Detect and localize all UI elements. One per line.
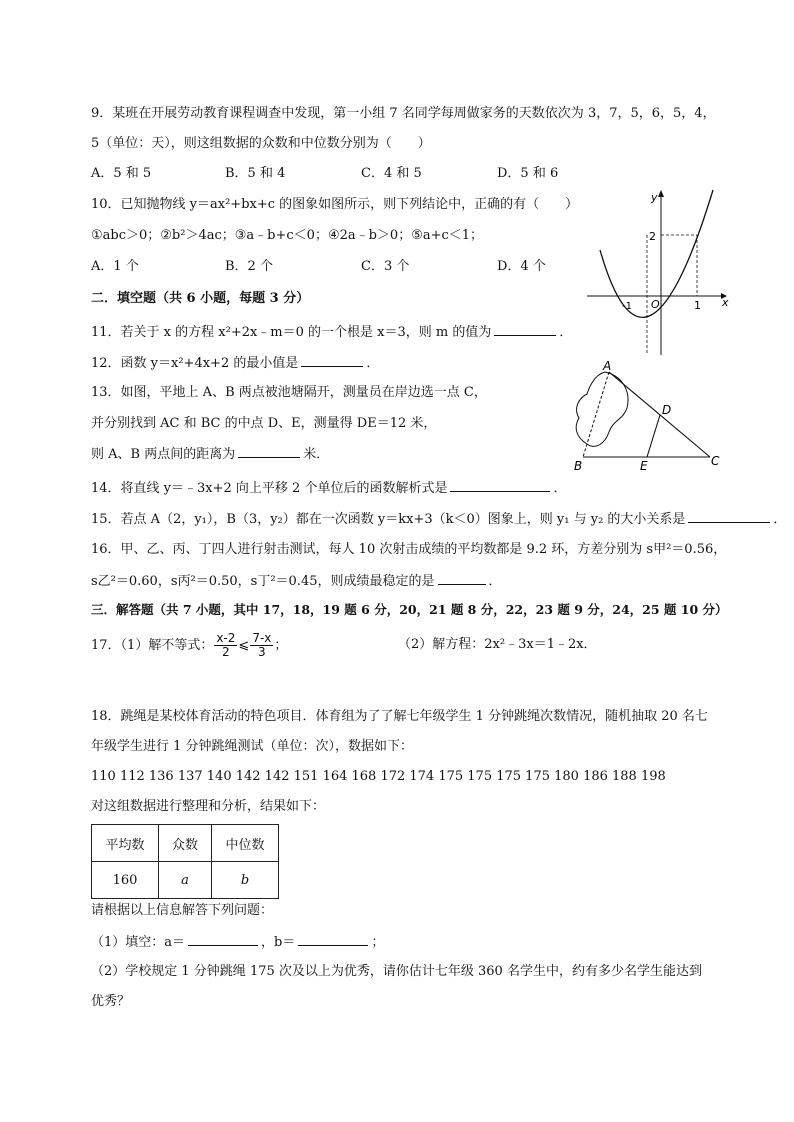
segment-ab bbox=[583, 372, 609, 457]
graph-label-y: y bbox=[651, 191, 658, 204]
q16-end: ． bbox=[488, 574, 502, 589]
q13-line3 bbox=[91, 445, 329, 464]
q18-part2-line2: 优秀？ bbox=[91, 994, 131, 1009]
q11-end: ． bbox=[559, 325, 573, 340]
point-label-a: A bbox=[603, 360, 612, 373]
stats-table bbox=[91, 824, 279, 899]
q9-line1: 9．某班在开展劳动教育课程调查中发现，第一小组 7 名同学每周做家务的天数依次为 3，7，5，6，5，4， bbox=[91, 106, 716, 121]
q13-end: 米． bbox=[303, 447, 330, 462]
q16-answer-blank bbox=[438, 572, 486, 585]
q18-data: 110 112 136 137 140 142 142 151 164 168 172 174 175 175 175 175 180 186 188 198 bbox=[91, 769, 666, 784]
inequality-sign: ⩽ bbox=[238, 638, 250, 653]
segment-ac bbox=[609, 372, 710, 457]
q13-line2: 并分别找到 AC 和 BC 的中点 D、E，测量得 DE＝12 米， bbox=[91, 416, 437, 431]
q9-option-c: C．4 和 5 bbox=[361, 166, 422, 181]
q10-option-b: B．2 个 bbox=[225, 259, 273, 274]
q10-option-d: D．4 个 bbox=[497, 259, 546, 274]
q12 bbox=[91, 354, 379, 373]
q14 bbox=[91, 479, 566, 498]
q15-end: ． bbox=[773, 512, 787, 527]
q12-answer-blank bbox=[301, 354, 363, 367]
parabola-graph bbox=[585, 185, 735, 360]
q18-part1 bbox=[91, 933, 384, 952]
header-mode: 众数 bbox=[159, 825, 212, 862]
q13-text: 则 A、B 两点间的距离为 bbox=[91, 447, 236, 462]
pond-outline bbox=[576, 372, 628, 446]
section-3-heading: 三．解答题（共 7 小题，其中 17，18，19 题 6 分，20，21 题 8 分，22，23 题 9 分，24，25 题 10 分） bbox=[91, 602, 728, 617]
q16-line2 bbox=[91, 572, 502, 591]
q10-line2: ①abc＞0；②b²＞4ac；③a﹣b+c＜0；④2a﹣b＞0；⑤a+c＜1； bbox=[91, 228, 484, 243]
q14-text: 14．将直线 y＝﹣3x+2 向上平移 2 个单位后的函数解析式是 bbox=[91, 481, 448, 496]
q9-option-a: A．5 和 5 bbox=[91, 166, 152, 181]
q15-answer-blank bbox=[688, 510, 770, 523]
answer-blank-a bbox=[188, 933, 258, 946]
point-label-d: D bbox=[662, 403, 672, 417]
q18-line2: 年级学生进行 1 分钟跳绳测试（单位：次），数据如下： bbox=[91, 739, 414, 754]
fraction-left bbox=[214, 632, 237, 659]
segment-de bbox=[647, 415, 660, 457]
y-axis-arrow bbox=[658, 190, 664, 197]
q14-answer-blank bbox=[450, 479, 550, 492]
q18-part1-text: （1）填空：a＝ bbox=[91, 935, 186, 950]
point-label-e: E bbox=[640, 459, 648, 473]
header-mean: 平均数 bbox=[92, 825, 159, 862]
q17-part1 bbox=[91, 632, 287, 659]
q18-part1-mid: ，b＝ bbox=[261, 935, 296, 950]
graph-label-1: 1 bbox=[694, 299, 701, 312]
q18-line1: 18．跳绳是某校体育活动的特色项目．体育组为了了解七年级学生 1 分钟跳绳次数情况，随机抽取 20 名七 bbox=[91, 709, 708, 724]
header-median: 中位数 bbox=[212, 825, 279, 862]
q10-line1: 10．已知抛物线 y＝ax²+bx+c 的图象如图所示，则下列结论中，正确的有（ ） bbox=[91, 197, 579, 212]
q15-text: 15．若点 A（2，y₁），B（3，y₂）都在一次函数 y＝kx+3（k＜0）图象上，则 y₁ 与 y₂ 的大小关系是 bbox=[91, 512, 686, 527]
q13-answer-blank bbox=[238, 445, 300, 458]
q9-option-b: B．5 和 4 bbox=[225, 166, 286, 181]
q18-line5: 请根据以上信息解答下列问题： bbox=[91, 903, 274, 918]
graph-label-x: x bbox=[722, 296, 729, 309]
q16-line1: 16．甲、乙、丙、丁四人进行射击测试，每人 10 次射击成绩的平均数都是 9.2 环，方差分别为 s甲²＝0.56， bbox=[91, 542, 727, 557]
q13-line1: 13．如图，平地上 A、B 两点被池塘隔开，测量员在岸边选一点 C， bbox=[91, 385, 487, 400]
q14-end: ． bbox=[553, 481, 567, 496]
q18-part2-line1: （2）学校规定 1 分钟跳绳 175 次及以上为优秀，请你估计七年级 360 名学生中，约有多少名学生能达到 bbox=[91, 964, 702, 979]
q18-part1-end: ； bbox=[371, 935, 385, 950]
q9-line2: 5（单位：天），则这组数据的众数和中位数分别为（ ） bbox=[91, 136, 431, 151]
fraction-left-denominator: 2 bbox=[222, 645, 230, 659]
value-mode: a bbox=[159, 862, 212, 899]
answer-blank-b bbox=[298, 933, 368, 946]
q17-part1-text: 17．（1）解不等式： bbox=[91, 638, 214, 653]
q12-end: ． bbox=[366, 356, 380, 371]
section-2-heading: 二．填空题（共 6 小题，每题 3 分） bbox=[91, 291, 310, 306]
q16-text: s乙²＝0.60，s丙²＝0.50，s丁²＝0.45，则成绩最稳定的是 bbox=[91, 574, 435, 589]
graph-label-neg1: -1 bbox=[622, 301, 632, 312]
q11-answer-blank bbox=[494, 323, 556, 336]
point-label-c: C bbox=[711, 454, 720, 468]
triangle-pond-figure bbox=[565, 360, 740, 475]
table-header-row bbox=[92, 825, 279, 862]
point-label-b: B bbox=[574, 459, 583, 473]
q17-part1-end: ； bbox=[274, 638, 288, 653]
q12-text: 12．函数 y＝x²+4x+2 的最小值是 bbox=[91, 356, 299, 371]
q11-text: 11．若关于 x 的方程 x²+2x﹣m＝0 的一个根是 x＝3，则 m 的值为 bbox=[91, 325, 492, 340]
fraction-left-numerator: x-2 bbox=[216, 631, 236, 645]
graph-label-2: 2 bbox=[649, 230, 656, 243]
q10-option-a: A．1 个 bbox=[91, 259, 139, 274]
fraction-right-denominator: 3 bbox=[258, 645, 266, 659]
value-mean: 160 bbox=[92, 862, 159, 899]
table-row bbox=[92, 862, 279, 899]
fraction-right bbox=[250, 632, 273, 659]
q17-part2: （2）解方程：2x²﹣3x＝1﹣2x． bbox=[398, 637, 597, 652]
fraction-right-numerator: 7-x bbox=[252, 631, 272, 645]
q10-option-c: C．3 个 bbox=[361, 259, 410, 274]
q18-line4: 对这组数据进行整理和分析，结果如下： bbox=[91, 799, 326, 814]
q11 bbox=[91, 323, 572, 342]
q15 bbox=[91, 510, 786, 529]
value-median: b bbox=[212, 862, 279, 899]
graph-label-origin: O bbox=[651, 298, 660, 311]
q9-option-d: D．5 和 6 bbox=[497, 166, 559, 181]
